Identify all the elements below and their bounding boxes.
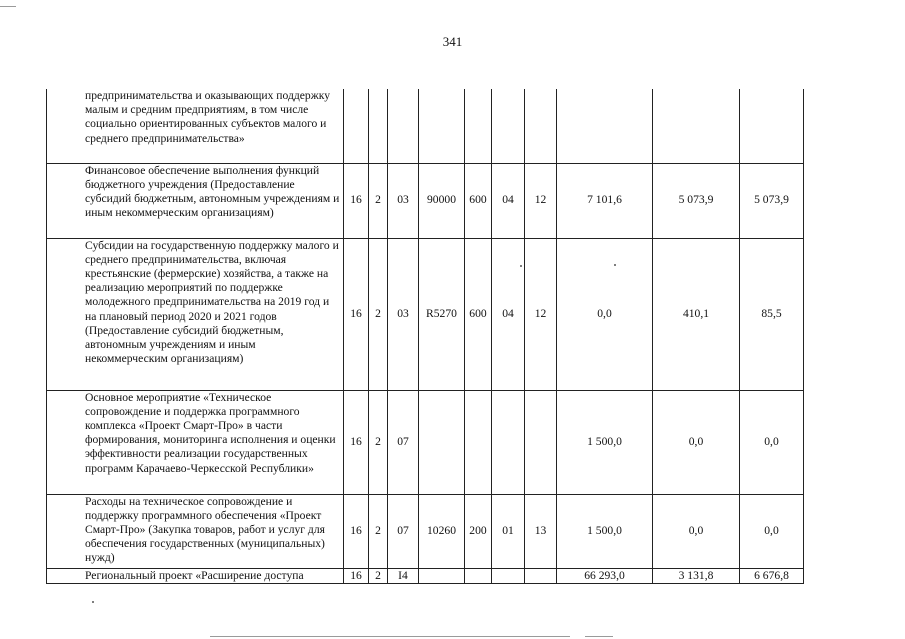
cell-code-2: 2 [369,238,388,390]
row-description: предпринимательства и оказывающих поддержку малым и средним предприятиям, в том числе социально ориентированных субъектов малого и среднего предпринимательства» [47,89,344,163]
table-row [47,89,804,163]
cell-code-5: 600 [465,238,492,390]
cell-value-2: 3 131,8 [653,568,740,583]
cell-value-1 [557,89,653,163]
cell-code-1: 16 [344,163,369,238]
cell-code-4 [419,568,465,583]
scan-artifact-line [585,636,613,637]
cell-code-5: 600 [465,163,492,238]
cell-code-4: 10260 [419,494,465,568]
cell-code-7: 12 [525,238,557,390]
cell-code-7: 12 [525,163,557,238]
cell-value-1: 7 101,6 [557,163,653,238]
cell-code-1: 16 [344,494,369,568]
table-row [47,390,804,494]
cell-code-5 [465,89,492,163]
cell-code-3 [388,89,419,163]
budget-table [46,89,804,584]
cell-code-6 [492,89,525,163]
cell-code-5 [465,390,492,494]
cell-code-6 [492,568,525,583]
scan-speck [92,601,94,603]
cell-code-6 [492,390,525,494]
cell-value-1: 1 500,0 [557,494,653,568]
cell-code-2 [369,89,388,163]
cell-value-3: 85,5 [740,238,804,390]
cell-value-3: 5 073,9 [740,163,804,238]
cell-code-3: 03 [388,163,419,238]
cell-code-4: R5270 [419,238,465,390]
cell-value-1: 66 293,0 [557,568,653,583]
cell-value-2: 0,0 [653,494,740,568]
cell-code-7 [525,390,557,494]
table-row [47,494,804,568]
cell-code-2: 2 [369,494,388,568]
table-row [47,163,804,238]
cell-value-1: 1 500,0 [557,390,653,494]
cell-code-1: 16 [344,390,369,494]
cell-code-7 [525,568,557,583]
cell-code-7: 13 [525,494,557,568]
cell-code-3: 03 [388,238,419,390]
cell-code-3: 07 [388,494,419,568]
cell-value-2: 410,1 [653,238,740,390]
page-number: 341 [442,34,463,49]
cell-code-6: 04 [492,163,525,238]
cell-value-3 [740,89,804,163]
cell-code-4 [419,390,465,494]
cell-code-3: I4 [388,568,419,583]
cell-value-1: 0,0 [557,238,653,390]
cell-code-2: 2 [369,568,388,583]
row-description: Основное мероприятие «Техническое сопровождение и поддержка программного комплекса «Проект Смарт-Про» в части формирования, мониторинга исполнения и оценки эффективности реализации государственных программ Карачаево-Черкесской Республики» [47,390,344,494]
cell-code-3: 07 [388,390,419,494]
cell-value-3: 6 676,8 [740,568,804,583]
cell-code-2: 2 [369,163,388,238]
cell-code-6: 01 [492,494,525,568]
cell-code-1: 16 [344,568,369,583]
scan-speck [614,264,616,266]
cell-value-3: 0,0 [740,390,804,494]
row-description: Субсидии на государственную поддержку малого и среднего предпринимательства, включая крестьянские (фермерские) хозяйства, а также на реализацию мероприятий по поддержке молодежного предпринимательства на 2019 год и на плановый период 2020 и 2021 годов (Предоставление субсидий бюджетным, автономным учреждениям и иным некоммерческим организациям) [47,238,344,390]
cell-code-5: 200 [465,494,492,568]
cell-code-1 [344,89,369,163]
scan-speck [520,265,522,267]
cell-value-2 [653,89,740,163]
row-description: Финансовое обеспечение выполнения функций бюджетного учреждения (Предоставление субсидий бюджетным, автономным учреждениям и иным некоммерческим организациям) [47,163,344,238]
cell-value-3: 0,0 [740,494,804,568]
cell-code-1: 16 [344,238,369,390]
cell-code-7 [525,89,557,163]
row-description: Региональный проект «Расширение доступа [47,568,344,583]
table-row [47,238,804,390]
budget-table-container [46,89,804,584]
cell-code-5 [465,568,492,583]
table-row [47,568,804,583]
cell-code-6: 04 [492,238,525,390]
scan-artifact-line [0,6,16,7]
scan-artifact-line [210,636,570,637]
cell-code-2: 2 [369,390,388,494]
row-description: Расходы на техническое сопровождение и поддержку программного обеспечения «Проект Смарт-Про» (Закупка товаров, работ и услуг для обеспечения государственных (муниципальных) нужд) [47,494,344,568]
cell-code-4 [419,89,465,163]
cell-code-4: 90000 [419,163,465,238]
cell-value-2: 5 073,9 [653,163,740,238]
cell-value-2: 0,0 [653,390,740,494]
